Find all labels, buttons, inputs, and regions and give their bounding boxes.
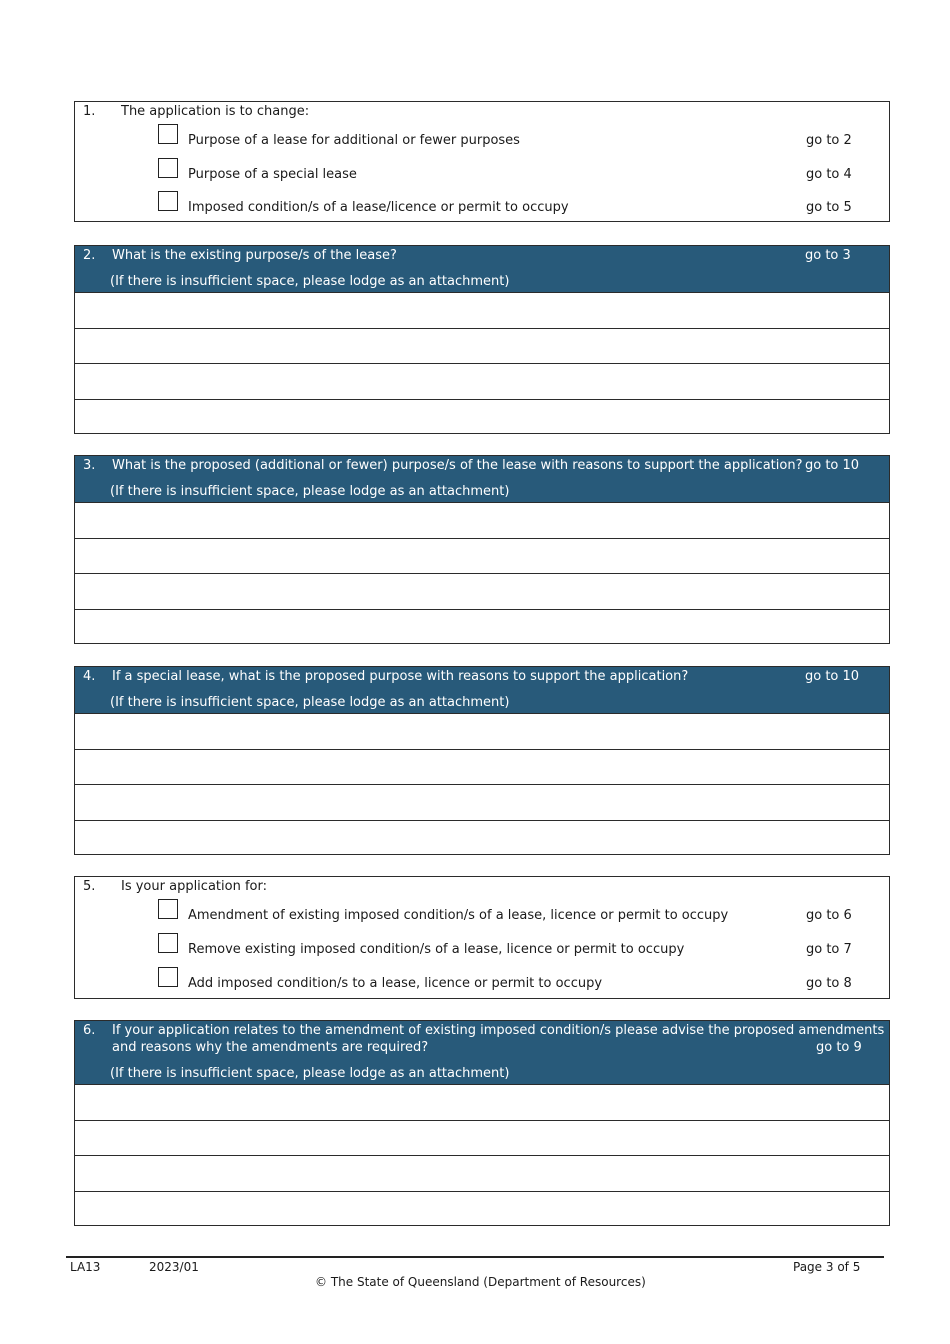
question-3-text: What is the proposed (additional or fewer) purpose/s of the lease with reasons to support the application? bbox=[112, 458, 803, 473]
answer-line[interactable] bbox=[75, 609, 889, 645]
option-remove-condition-label: Remove existing imposed condition/s of a lease, licence or permit to occupy bbox=[188, 942, 685, 957]
question-3-note: (If there is insufficient space, please lodge as an attachment) bbox=[110, 484, 510, 499]
checkbox-remove-condition[interactable] bbox=[158, 933, 178, 953]
option-lease-purpose-goto: go to 2 bbox=[806, 133, 852, 148]
question-4-note: (If there is insufficient space, please lodge as an attachment) bbox=[110, 695, 510, 710]
answer-line[interactable] bbox=[75, 784, 889, 820]
option-special-lease-goto: go to 4 bbox=[806, 167, 852, 182]
question-6-number: 6. bbox=[83, 1023, 96, 1038]
answer-line[interactable] bbox=[75, 502, 889, 538]
answer-line[interactable] bbox=[75, 1155, 889, 1191]
answer-line[interactable] bbox=[75, 749, 889, 785]
question-6-header bbox=[75, 1021, 889, 1084]
question-4-header bbox=[75, 667, 889, 713]
question-6-note: (If there is insufficient space, please lodge as an attachment) bbox=[110, 1066, 510, 1081]
question-2-goto: go to 3 bbox=[805, 248, 851, 263]
option-add-condition-goto: go to 8 bbox=[806, 976, 852, 991]
answer-line[interactable] bbox=[75, 1084, 889, 1120]
answer-line[interactable] bbox=[75, 538, 889, 574]
option-amend-condition-goto: go to 6 bbox=[806, 908, 852, 923]
question-4-number: 4. bbox=[83, 669, 96, 684]
checkbox-special-lease[interactable] bbox=[158, 158, 178, 178]
option-imposed-condition-label: Imposed condition/s of a lease/licence or permit to occupy bbox=[188, 200, 569, 215]
answer-line[interactable] bbox=[75, 573, 889, 609]
footer-divider bbox=[66, 1256, 884, 1258]
question-4-goto: go to 10 bbox=[805, 669, 860, 684]
question-2-box bbox=[74, 245, 890, 434]
question-4-box bbox=[74, 666, 890, 855]
question-5-box bbox=[74, 876, 890, 999]
answer-line[interactable] bbox=[75, 1191, 889, 1227]
option-remove-condition-goto: go to 7 bbox=[806, 942, 852, 957]
option-lease-purpose-label: Purpose of a lease for additional or fewer purposes bbox=[188, 133, 520, 148]
option-amend-condition-label: Amendment of existing imposed condition/s of a lease, licence or permit to occupy bbox=[188, 908, 729, 923]
question-6-text-line2: and reasons why the amendments are required? bbox=[112, 1040, 429, 1055]
answer-line[interactable] bbox=[75, 713, 889, 749]
question-5-header bbox=[83, 879, 267, 894]
question-3-number: 3. bbox=[83, 458, 96, 473]
checkbox-imposed-condition[interactable] bbox=[158, 191, 178, 211]
question-2-text: What is the existing purpose/s of the lease? bbox=[112, 248, 397, 263]
question-1-number: 1. bbox=[83, 104, 96, 119]
option-add-condition-label: Add imposed condition/s to a lease, licence or permit to occupy bbox=[188, 976, 603, 991]
question-3-box bbox=[74, 455, 890, 644]
answer-line[interactable] bbox=[75, 399, 889, 435]
question-5-number: 5. bbox=[83, 879, 96, 894]
question-6-text-line1: If your application relates to the amendment of existing imposed condition/s please advise the proposed amendments bbox=[112, 1023, 885, 1038]
question-5-text: Is your application for: bbox=[121, 879, 267, 894]
question-3-goto: go to 10 bbox=[805, 458, 860, 473]
answer-line[interactable] bbox=[75, 820, 889, 856]
question-6-goto: go to 9 bbox=[816, 1040, 862, 1055]
checkbox-lease-purpose[interactable] bbox=[158, 124, 178, 144]
question-2-header bbox=[75, 246, 889, 292]
question-4-text: If a special lease, what is the proposed purpose with reasons to support the application? bbox=[112, 669, 689, 684]
answer-line[interactable] bbox=[75, 328, 889, 364]
checkbox-add-condition[interactable] bbox=[158, 967, 178, 987]
answer-line[interactable] bbox=[75, 292, 889, 328]
question-2-note: (If there is insufficient space, please lodge as an attachment) bbox=[110, 274, 510, 289]
footer-version: 2023/01 bbox=[149, 1260, 199, 1274]
footer-form-code: LA13 bbox=[70, 1260, 101, 1274]
checkbox-amend-condition[interactable] bbox=[158, 899, 178, 919]
answer-line[interactable] bbox=[75, 363, 889, 399]
question-1-text: The application is to change: bbox=[121, 104, 310, 119]
answer-line[interactable] bbox=[75, 1120, 889, 1156]
option-special-lease-label: Purpose of a special lease bbox=[188, 167, 357, 182]
footer-copyright: © The State of Queensland (Department of Resources) bbox=[315, 1275, 646, 1289]
question-2-number: 2. bbox=[83, 248, 96, 263]
question-1-box bbox=[74, 101, 890, 222]
question-1-header bbox=[83, 104, 309, 119]
question-3-header bbox=[75, 456, 889, 502]
option-imposed-condition-goto: go to 5 bbox=[806, 200, 852, 215]
question-6-box bbox=[74, 1020, 890, 1226]
footer-page-number: Page 3 of 5 bbox=[793, 1260, 861, 1274]
